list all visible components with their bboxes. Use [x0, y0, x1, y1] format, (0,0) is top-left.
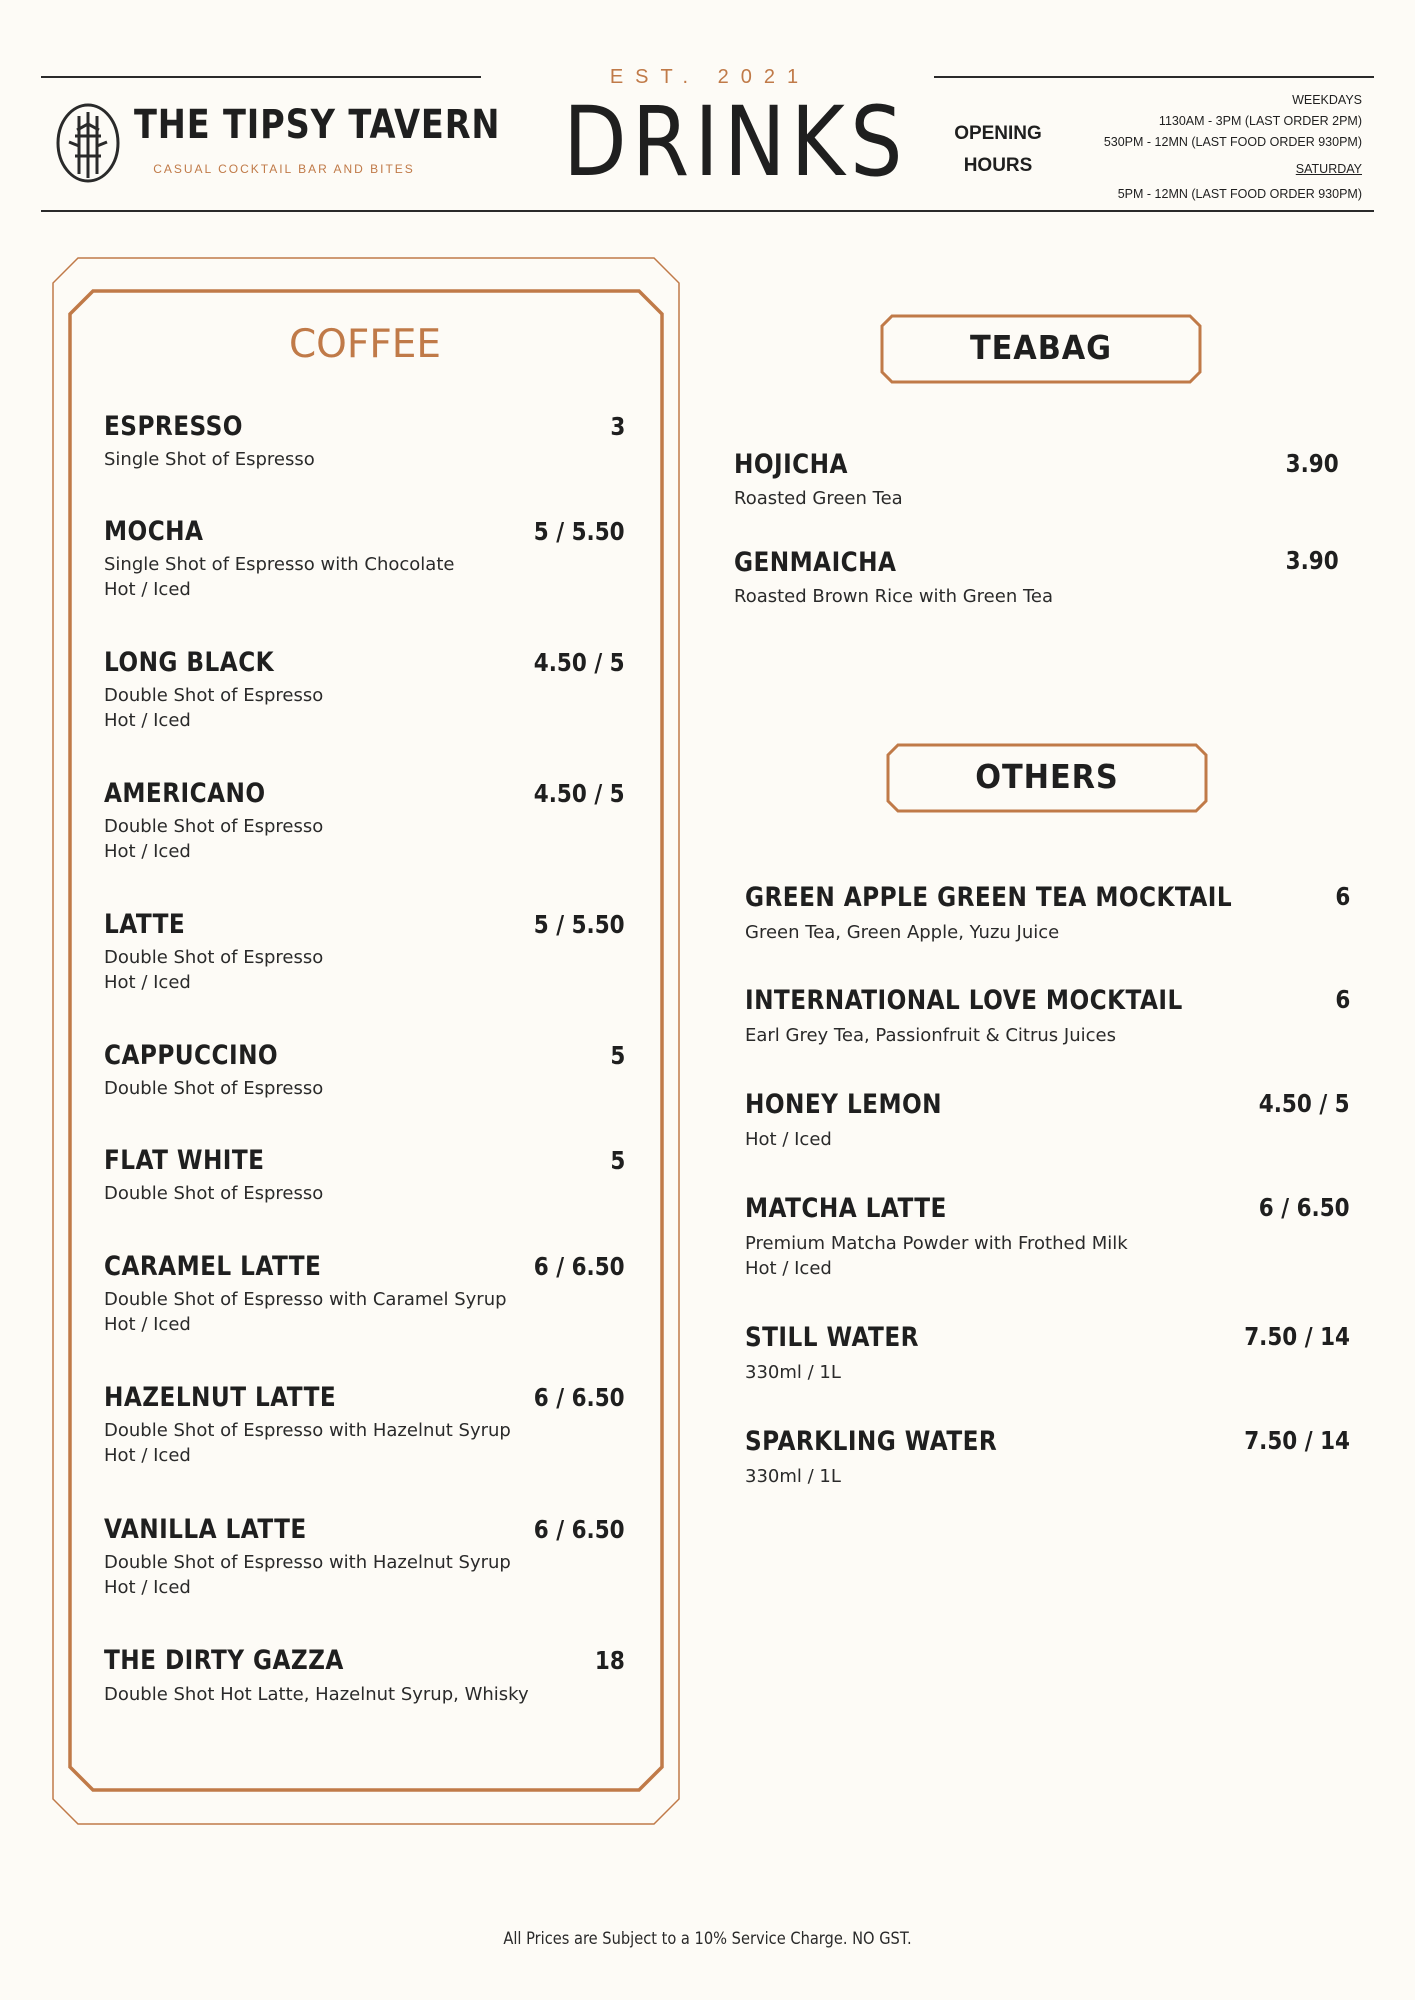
coffee-item-name: HAZELNUT LATTE — [104, 1382, 337, 1413]
coffee-item-desc: Single Shot of Espresso with Chocolate — [104, 554, 455, 575]
coffee-item-name: MOCHA — [104, 516, 204, 547]
coffee-item-desc: Hot / Iced — [104, 841, 191, 862]
others-item-desc: 330ml / 1L — [745, 1466, 841, 1487]
opening-hours — [1030, 90, 1362, 205]
coffee-item-price: 6 / 6.50 — [534, 1515, 625, 1544]
others-item-price: 6 — [1335, 985, 1350, 1014]
others-item-name: MATCHA LATTE — [745, 1193, 947, 1224]
others-item-name: GREEN APPLE GREEN TEA MOCKTAIL — [745, 882, 1233, 913]
header-bottom-rule — [41, 210, 1374, 212]
coffee-item-name: LONG BLACK — [104, 647, 275, 678]
others-item-desc: Hot / Iced — [745, 1258, 832, 1279]
coffee-item-price: 18 — [595, 1646, 625, 1675]
coffee-item-desc: Double Shot of Espresso — [104, 947, 324, 968]
header-top-rule-left — [41, 76, 481, 78]
coffee-item-desc: Hot / Iced — [104, 1577, 191, 1598]
coffee-item-desc: Double Shot of Espresso — [104, 816, 324, 837]
weekdays-hours-2: 530PM - 12MN (LAST FOOD ORDER 930PM) — [1103, 135, 1362, 149]
bamboo-logo-icon — [55, 102, 121, 184]
coffee-item-name: CARAMEL LATTE — [104, 1251, 322, 1282]
weekdays-label: WEEKDAYS — [1292, 93, 1362, 107]
others-item-desc: Earl Grey Tea, Passionfruit & Citrus Juices — [745, 1025, 1116, 1046]
coffee-item-price: 5 / 5.50 — [534, 517, 625, 546]
coffee-item-price: 6 / 6.50 — [534, 1383, 625, 1412]
coffee-item-price: 5 — [610, 1146, 625, 1175]
coffee-item-desc: Hot / Iced — [104, 710, 191, 731]
others-section-title: OTHERS — [975, 757, 1119, 796]
established-year: EST. 2021 — [609, 66, 811, 88]
saturday-hours-1: 5PM - 12MN (LAST FOOD ORDER 930PM) — [1117, 187, 1362, 201]
others-item-desc: Green Tea, Green Apple, Yuzu Juice — [745, 922, 1060, 943]
others-item-name: INTERNATIONAL LOVE MOCKTAIL — [745, 985, 1183, 1016]
opening-hours-label-line2: HOURS — [963, 155, 1033, 176]
weekdays-hours-1: 1130AM - 3PM (LAST ORDER 2PM) — [1158, 114, 1362, 128]
others-item-name: STILL WATER — [745, 1322, 919, 1353]
coffee-item-name: THE DIRTY GAZZA — [104, 1645, 344, 1676]
teabag-item-desc: Roasted Green Tea — [734, 488, 903, 509]
service-charge-note: All Prices are Subject to a 10% Service Charge. NO GST. — [503, 1929, 912, 1949]
coffee-item-price: 3 — [610, 412, 625, 441]
teabag-item-name: HOJICHA — [734, 449, 848, 480]
others-item-desc: Premium Matcha Powder with Frothed Milk — [745, 1233, 1128, 1254]
others-item-desc: 330ml / 1L — [745, 1362, 841, 1383]
coffee-item-desc: Double Shot Hot Latte, Hazelnut Syrup, Whisky — [104, 1684, 529, 1705]
coffee-item-desc: Double Shot of Espresso with Caramel Syrup — [104, 1289, 507, 1310]
coffee-section-title: COFFEE — [288, 322, 442, 367]
opening-hours-label-line1: OPENING — [954, 123, 1042, 144]
coffee-item-desc: Hot / Iced — [104, 579, 191, 600]
saturday-label: SATURDAY — [1295, 162, 1362, 176]
coffee-item-desc: Double Shot of Espresso with Hazelnut Syrup — [104, 1420, 511, 1441]
teabag-item-name: GENMAICHA — [734, 547, 897, 578]
teabag-item-price: 3.90 — [1285, 546, 1339, 575]
coffee-item-desc: Hot / Iced — [104, 1314, 191, 1335]
teabag-section-title: TEABAG — [969, 328, 1113, 367]
coffee-item-desc: Single Shot of Espresso — [104, 449, 315, 470]
coffee-item-price: 5 — [610, 1041, 625, 1070]
header-top-rule-right — [934, 76, 1374, 78]
teabag-item-desc: Roasted Brown Rice with Green Tea — [734, 586, 1053, 607]
others-item-price: 7.50 / 14 — [1244, 1426, 1350, 1455]
coffee-item-price: 4.50 / 5 — [534, 779, 625, 808]
brand-tagline: CASUAL COCKTAIL BAR AND BITES — [153, 162, 415, 176]
coffee-item-name: CAPPUCCINO — [104, 1040, 279, 1071]
coffee-item-desc: Double Shot of Espresso with Hazelnut Syrup — [104, 1552, 511, 1573]
coffee-item-name: FLAT WHITE — [104, 1145, 265, 1176]
others-item-price: 6 — [1335, 882, 1350, 911]
coffee-item-name: VANILLA LATTE — [104, 1514, 307, 1545]
coffee-item-desc: Double Shot of Espresso — [104, 1183, 324, 1204]
others-item-name: HONEY LEMON — [745, 1089, 943, 1120]
page-title: DRINKS — [563, 86, 908, 198]
coffee-item-desc: Hot / Iced — [104, 1445, 191, 1466]
coffee-item-price: 5 / 5.50 — [534, 910, 625, 939]
coffee-item-desc: Double Shot of Espresso — [104, 685, 324, 706]
coffee-item-desc: Double Shot of Espresso — [104, 1078, 324, 1099]
coffee-item-price: 4.50 / 5 — [534, 648, 625, 677]
others-item-price: 4.50 / 5 — [1259, 1089, 1350, 1118]
teabag-item-price: 3.90 — [1285, 449, 1339, 478]
others-item-price: 7.50 / 14 — [1244, 1322, 1350, 1351]
coffee-item-name: ESPRESSO — [104, 411, 243, 442]
coffee-item-price: 6 / 6.50 — [534, 1252, 625, 1281]
coffee-item-desc: Hot / Iced — [104, 972, 191, 993]
others-item-name: SPARKLING WATER — [745, 1426, 998, 1457]
coffee-item-name: AMERICANO — [104, 778, 266, 809]
others-item-price: 6 / 6.50 — [1259, 1193, 1350, 1222]
brand-name: THE TIPSY TAVERN — [134, 102, 501, 148]
others-item-desc: Hot / Iced — [745, 1129, 832, 1150]
coffee-item-name: LATTE — [104, 909, 186, 940]
